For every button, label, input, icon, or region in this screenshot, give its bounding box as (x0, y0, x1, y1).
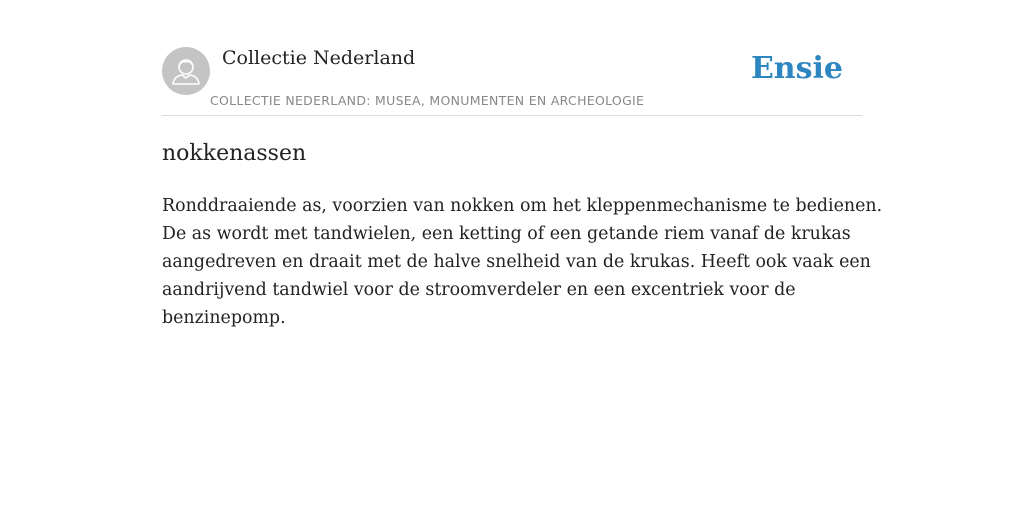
brand-logo[interactable]: Ensie (750, 51, 843, 86)
page-title: nokkenassen (162, 141, 307, 166)
definition-line: Ronddraaiende as, voorzien van nokken om het kleppenmechanisme te bedienen. (162, 196, 883, 216)
definition-line: aandrijvend tandwiel voor de stroomverdeler en een excentriek voor de (162, 280, 796, 300)
author-name[interactable]: Collectie Nederland (222, 47, 416, 69)
definition-text (162, 192, 883, 332)
user-icon (162, 47, 210, 95)
source-label[interactable]: COLLECTIE NEDERLAND: MUSEA, MONUMENTEN EN ARCHEOLOGIE (210, 93, 645, 108)
entry-header (162, 0, 862, 116)
avatar[interactable] (162, 47, 210, 95)
definition-line: benzinepomp. (162, 308, 286, 328)
definition-line: aangedreven en draait met de halve snelheid van de krukas. Heeft ook vaak een (162, 252, 871, 272)
definition-line: De as wordt met tandwielen, een ketting of een getande riem vanaf de krukas (162, 224, 851, 244)
entry-card (162, 0, 883, 328)
